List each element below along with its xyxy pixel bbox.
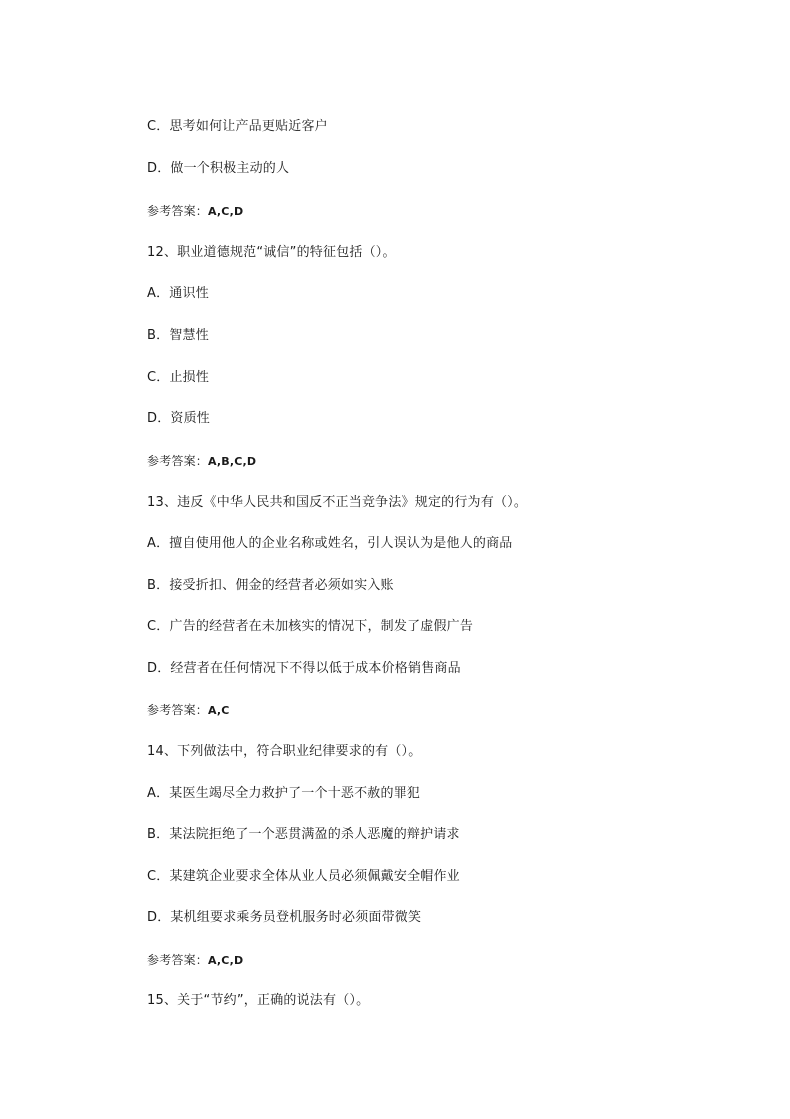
answer-value: A,C,D	[208, 954, 244, 967]
question-line: 15、关于“节约”，正确的说法有（）。	[147, 993, 370, 1008]
option-line: C．广告的经营者在未加核实的情况下，制发了虚假广告	[147, 619, 474, 634]
option-line: A．擅自使用他人的企业名称或姓名，引人误认为是他人的商品	[147, 536, 513, 551]
option-line: D．资质性	[147, 411, 211, 426]
option-line: B．智慧性	[147, 328, 209, 343]
answer-line	[147, 701, 230, 720]
question-line: 13、违反《中华人民共和国反不正当竞争法》规定的行为有（）。	[147, 495, 528, 510]
option-line: C．某建筑企业要求全体从业人员必须佩戴安全帽作业	[147, 869, 460, 884]
answer-value: A,C,D	[208, 205, 244, 218]
answer-value: A,B,C,D	[208, 455, 257, 468]
answer-line	[147, 202, 243, 221]
option-line: C．思考如何让产品更贴近客户	[147, 119, 328, 134]
answer-value: A,C	[208, 704, 230, 717]
option-line: D．经营者在任何情况下不得以低于成本价格销售商品	[147, 661, 461, 676]
question-line: 12、职业道德规范“诚信”的特征包括（）。	[147, 245, 396, 260]
answer-line	[147, 452, 256, 471]
option-line: D．做一个积极主动的人	[147, 161, 290, 176]
answer-label: 参考答案：	[147, 703, 209, 717]
answer-label: 参考答案：	[147, 204, 209, 218]
answer-label: 参考答案：	[147, 953, 209, 967]
answer-line	[147, 951, 243, 970]
question-line: 14、下列做法中，符合职业纪律要求的有（）。	[147, 744, 422, 759]
option-line: A．某医生竭尽全力救护了一个十恶不赦的罪犯	[147, 786, 421, 801]
option-line: B．接受折扣、佣金的经营者必须如实入账	[147, 578, 394, 593]
option-line: A．通识性	[147, 286, 209, 301]
option-line: D．某机组要求乘务员登机服务时必须面带微笑	[147, 910, 422, 925]
answer-label: 参考答案：	[147, 454, 209, 468]
option-line: B．某法院拒绝了一个恶贯满盈的杀人恶魔的辩护请求	[147, 827, 460, 842]
option-line: C．止损性	[147, 370, 210, 385]
